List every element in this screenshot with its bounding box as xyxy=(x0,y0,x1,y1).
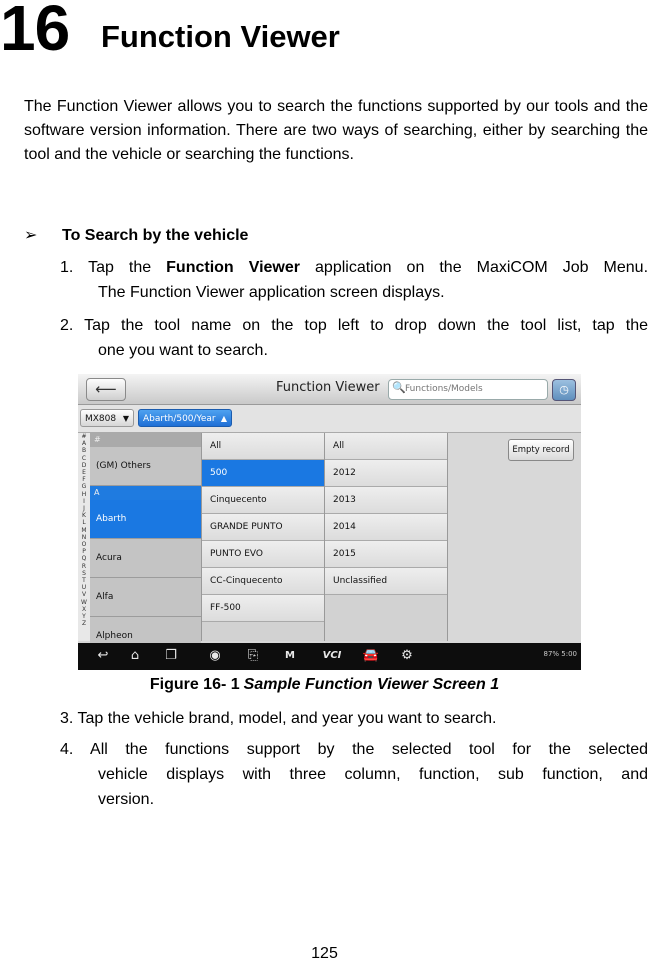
step-2-continuation: one you want to search. xyxy=(98,342,268,359)
alphabet-letter[interactable]: V xyxy=(81,591,87,599)
alphabet-letter[interactable]: E xyxy=(82,469,86,477)
home-icon[interactable]: ⌂ xyxy=(130,648,140,663)
empty-record-button[interactable]: Empty record xyxy=(508,439,574,461)
year-item[interactable]: 2014 xyxy=(325,514,447,541)
alphabet-letter[interactable]: W xyxy=(81,598,87,606)
alphabet-letter[interactable]: Z xyxy=(81,620,87,628)
alphabet-letter[interactable]: R xyxy=(81,562,87,570)
alphabet-letter[interactable]: O xyxy=(81,541,87,549)
screenshot-icon[interactable]: ⎘ xyxy=(247,648,259,663)
model-item[interactable]: CC-Cinquecento xyxy=(202,568,324,595)
recent-apps-icon[interactable]: ❐ xyxy=(165,648,177,663)
chevron-up-icon: ▲ xyxy=(220,414,227,423)
alphabet-letter[interactable]: M xyxy=(81,526,87,534)
year-item[interactable]: 2013 xyxy=(325,487,447,514)
model-item[interactable]: PUNTO EVO xyxy=(202,541,324,568)
intro-paragraph: The Function Viewer allows you to search the functions supported by our tools and the software version information. There are two ways of searching, either by searching the tool and the vehicle or searching the functions. xyxy=(24,98,648,163)
alphabet-letter[interactable]: G xyxy=(81,483,87,491)
model-item-selected[interactable]: 500 xyxy=(202,460,324,487)
step-4 xyxy=(60,737,648,812)
alphabet-letter[interactable]: P xyxy=(82,548,86,556)
alphabet-letter[interactable]: N xyxy=(81,533,87,541)
step-3 xyxy=(60,706,648,731)
alphabet-letter[interactable]: X xyxy=(81,605,87,613)
chapter-title: Function Viewer xyxy=(101,19,340,54)
year-item[interactable]: 2015 xyxy=(325,541,447,568)
vehicle-settings-icon[interactable]: ⚙ xyxy=(401,648,413,663)
brand-item-selected[interactable]: Abarth xyxy=(90,500,201,539)
alphabet-letter[interactable]: H xyxy=(81,490,87,498)
page-number: 125 xyxy=(311,945,338,962)
alphabet-letter[interactable]: F xyxy=(82,476,86,484)
search-box[interactable] xyxy=(388,379,548,400)
group-header: # xyxy=(90,433,201,447)
alphabet-letter[interactable]: D xyxy=(81,461,87,469)
back-icon[interactable]: ↩ xyxy=(97,648,109,663)
alphabet-letter[interactable]: B xyxy=(81,447,87,455)
year-item[interactable]: Unclassified xyxy=(325,568,447,595)
figure-caption xyxy=(0,674,649,696)
step-1-continuation: The Function Viewer application screen displays. xyxy=(98,284,445,301)
chevron-down-icon: ▼ xyxy=(122,414,129,423)
search-input[interactable] xyxy=(405,381,541,396)
brand-item[interactable]: (GM) Others xyxy=(90,447,201,486)
back-arrow-icon[interactable]: ⟵ xyxy=(86,378,126,401)
model-item[interactable]: GRANDE PUNTO xyxy=(202,514,324,541)
alphabet-letter[interactable]: I xyxy=(83,497,85,505)
section-heading-text: To Search by the vehicle xyxy=(62,227,249,244)
alphabet-letter[interactable]: A xyxy=(81,440,87,448)
history-clock-icon[interactable]: ◷ xyxy=(552,379,576,401)
alphabet-letter[interactable]: K xyxy=(82,512,86,520)
model-item[interactable]: All xyxy=(202,433,324,460)
model-item[interactable]: FF-500 xyxy=(202,595,324,622)
android-nav-bar xyxy=(78,643,581,670)
model-item[interactable]: Cinquecento xyxy=(202,487,324,514)
step-4-continuation: vehicle displays with three column, function, sub function, and xyxy=(98,766,648,783)
figure-title: Sample Function Viewer Screen 1 xyxy=(243,676,500,693)
result-panel xyxy=(448,433,581,641)
tool-dropdown[interactable]: MX808 ▼ xyxy=(80,409,134,427)
alphabet-letter[interactable]: S xyxy=(82,569,86,577)
step-4-line: 4. All the functions support by the selected tool for the selected xyxy=(60,741,649,758)
alphabet-index[interactable] xyxy=(78,433,90,641)
step-2 xyxy=(60,313,648,363)
alphabet-letter[interactable]: T xyxy=(82,577,86,585)
vehicle-icon[interactable]: 🚘 xyxy=(362,648,380,663)
arrow-bullet-icon: ➢ xyxy=(24,227,38,244)
section-heading xyxy=(24,224,248,248)
search-icon: 🔍 xyxy=(392,381,406,394)
year-column xyxy=(325,433,448,641)
figure-label: Figure 16- 1 xyxy=(149,676,240,693)
alphabet-letter[interactable]: Y xyxy=(82,613,86,621)
step-4-continuation-2: version. xyxy=(98,791,155,808)
model-column xyxy=(202,433,325,641)
alphabet-letter[interactable]: C xyxy=(81,454,87,462)
brand-item[interactable]: Alpheon xyxy=(90,617,201,656)
browser-icon[interactable]: ◉ xyxy=(209,648,221,663)
function-viewer-screenshot xyxy=(78,374,581,670)
step-2-line: 2. Tap the tool name on the top left to drop down the tool list, tap the xyxy=(60,317,648,334)
group-header: A xyxy=(90,486,201,500)
brand-item[interactable]: Acura xyxy=(90,539,201,578)
step-1-line: 1. Tap the Function Viewer application on the MaxiCOM Job Menu. xyxy=(60,259,649,276)
function-viewer-emphasis: Function Viewer xyxy=(166,259,301,276)
alphabet-letter[interactable]: # xyxy=(81,433,87,440)
year-item[interactable]: 2012 xyxy=(325,460,447,487)
alphabet-letter[interactable]: L xyxy=(82,519,86,527)
status-indicators: 87% 5:00 xyxy=(543,650,577,658)
alphabet-letter[interactable]: J xyxy=(83,505,85,513)
step-3-line: 3. Tap the vehicle brand, model, and year you want to search. xyxy=(60,710,497,727)
title-bar xyxy=(78,374,581,405)
alphabet-letter[interactable]: U xyxy=(81,584,87,592)
alphabet-letter[interactable]: Q xyxy=(81,555,87,563)
vci-icon[interactable]: VCI xyxy=(322,650,342,661)
step-1 xyxy=(60,255,648,305)
filter-bar xyxy=(78,405,581,433)
brand-column xyxy=(90,433,202,641)
chapter-number: 16 xyxy=(0,0,70,64)
maxifix-icon[interactable]: M xyxy=(285,650,295,661)
year-item[interactable]: All xyxy=(325,433,447,460)
screen-title: Function Viewer xyxy=(276,380,380,395)
vehicle-dropdown[interactable]: Abarth/500/Year ▲ xyxy=(138,409,232,427)
brand-item[interactable]: Alfa xyxy=(90,578,201,617)
